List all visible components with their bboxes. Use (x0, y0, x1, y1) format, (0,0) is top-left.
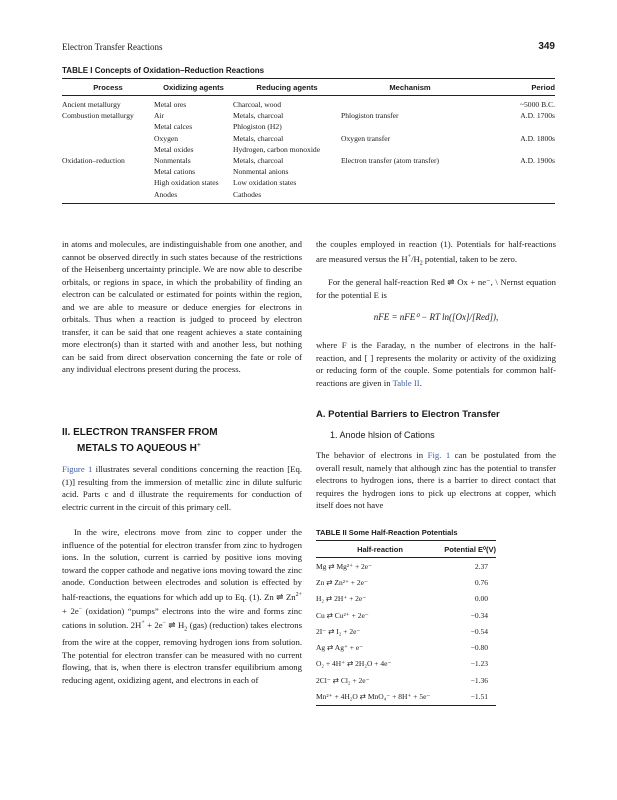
left-column-para2 (62, 463, 302, 513)
table-cell: Combustion metallurgy (62, 111, 134, 121)
table-cell: 0.76 (474, 577, 488, 587)
table-row (316, 672, 496, 688)
table-cell (341, 96, 479, 112)
body-text: (gas) (reduction) takes electrons from the wire at the copper, removing hydrogen ions from solution. The potential for electron transfer can be measured with no current flowing, that is, when there is electron transfer equilibrium among reducing agent, oxidizing agent, and electrons in each of (62, 620, 302, 685)
table-cell: 2I⁻ ⇄ I₂ + 2e⁻ (316, 626, 361, 636)
table-cell: Metal cations (154, 167, 196, 177)
table-cell: −1.51 (444, 688, 496, 705)
table-cell: 2.37 (474, 561, 488, 571)
table-row (316, 688, 496, 705)
table2-caption: TABLE II Some Half-Reaction Potentials (316, 528, 458, 537)
table-cell: Charcoal, wood (233, 100, 282, 109)
table-cell: Ancient metallurgy (62, 100, 121, 109)
table-row (62, 145, 555, 156)
table-cell: Metals, charcoal (233, 155, 284, 165)
table-cell (341, 190, 479, 204)
section-heading-line1: II. ELECTRON TRANSFER FROM (62, 427, 218, 438)
table1-header-reducing: Reducing agents (233, 79, 341, 96)
right-column-para4 (316, 449, 556, 512)
table-cell: Nonmentals (154, 155, 191, 165)
table-cell: Mg ⇄ Mg²⁺ + 2e⁻ (316, 561, 373, 571)
table-cell (341, 122, 479, 133)
table-row (316, 639, 496, 655)
table-cell: Anodes (154, 190, 233, 204)
table1-caption: TABLE I Concepts of Oxidation–Reduction Reactions (62, 66, 265, 75)
table-cell: H₂ ⇄ 2H⁺ + 2e⁻ (316, 594, 367, 604)
table-row (62, 96, 555, 112)
table-cell: Phlogiston (H2) (233, 122, 282, 132)
table-cell: Oxygen (154, 133, 179, 143)
table-cell (341, 178, 479, 189)
body-paragraph: in atoms and molecules, are indistinguishable from one another, and cannot be observed directly in such states because of the restrictions of the Heisenberg uncertainty principle. We are now able to describe orbitals, or regions in space, in which the probability of finding an electron can be calculated or estimated for points within the region, and we are able to measure or deduce energies for electrons in orbitals. Thus when a reaction is judged to proceed by electron transfer, it can be said that one reagent achieves a state containing more electron(s) than it started with and another less, but nothing can be said from direct observation concerning the fate or role of any individual electrons present during the process. (62, 239, 302, 374)
table1 (62, 78, 555, 204)
body-text: The behavior of electrons in (316, 450, 428, 460)
sup: − (162, 620, 166, 627)
body-paragraph: For the general half-reaction Red ⇌ Ox + ne⁻, \ Nernst equation for the potential E is (316, 277, 556, 300)
table1-header-oxidizing: Oxidizing agents (154, 79, 233, 96)
table-row (62, 111, 555, 122)
nernst-equation: nFE = nFE⁰ − RT ln([Ox]/[Red]), (373, 312, 499, 322)
table-row (316, 623, 496, 639)
table-cell: Ag ⇄ Ag⁺ + e⁻ (316, 643, 364, 653)
table-cell (62, 190, 154, 204)
table-row (62, 122, 555, 133)
page-number: 349 (538, 41, 555, 52)
table-cell (62, 122, 154, 133)
left-column-para1 (62, 238, 302, 376)
figure1-link[interactable]: Figure 1 (62, 464, 93, 474)
section-heading-a: A. Potential Barriers to Electron Transfer (316, 409, 500, 420)
table-cell: A.D. 1700s (520, 111, 555, 121)
table-cell (479, 167, 555, 178)
body-text: illustrates several conditions concerning the reaction [Eq. (1)] resulting from the immersion of metallic zinc in dilute sulfuric acid. Parts c and d illustrate the requirements for conduction of electric current in the circuit of this primary cell. (62, 464, 302, 512)
body-text: where F is the Faraday, n the number of electrons in the half-reaction, and [ ] represents the molarity or activity of the oxidizing or reducing form of the couple. Some potentials for common half-reactions are given in (316, 340, 556, 388)
running-title: Electron Transfer Reactions (62, 42, 163, 52)
table-cell: A.D. 1900s (520, 155, 555, 165)
table1-header-period: Period (479, 79, 555, 96)
table-cell: Nonmental anions (233, 167, 289, 177)
table-cell: Mn²⁺ + 4H₂O ⇄ MnO₄⁻ + 8H⁺ + 5e⁻ (316, 688, 444, 705)
body-text: + 2e (62, 605, 79, 616)
table-cell: Metals, charcoal (233, 133, 284, 143)
body-text: In the wire, electrons move from zinc to copper under the influence of the potential for electron transfer from zinc to hydrogen ions. In the solution, current is carried by positive ions moving toward the copper cathode and negative ions moving toward the zinc anode. Conduction between electrodes and solution is effected by half-reactions, the equations for which add up to Eq. (1). Zn ⇌ Zn (62, 527, 302, 602)
table-cell: Metal oxides (154, 144, 194, 154)
sup: + (141, 620, 145, 627)
table-row (316, 574, 496, 590)
table-cell: −1.23 (470, 659, 488, 669)
sup: 2+ (295, 591, 302, 598)
body-text: . (419, 377, 422, 388)
table-cell: High oxidation states (154, 178, 219, 188)
left-column-para3 (62, 526, 302, 686)
body-text: potential, taken to be zero. (422, 253, 518, 264)
table-cell: Hydrogen, carbon monoxide (233, 144, 321, 154)
table-row (62, 167, 555, 178)
table1-header-process: Process (62, 79, 154, 96)
table-cell (341, 145, 479, 156)
table-cell: Oxidation–reduction (62, 155, 125, 165)
table-cell (62, 145, 154, 156)
table-cell: −1.36 (470, 675, 488, 685)
sup: − (78, 605, 83, 612)
fig1-link[interactable]: Fig. 1 (427, 450, 451, 460)
table-cell (479, 190, 555, 204)
section-heading-ii (62, 426, 218, 455)
table-cell (479, 145, 555, 156)
table-cell: Electron transfer (atom transfer) (341, 155, 440, 165)
table-row (62, 134, 555, 145)
table-row (62, 190, 555, 204)
sub: 2 (184, 626, 188, 633)
table2 (316, 540, 496, 706)
table1-header-mechanism: Mechanism (341, 79, 479, 96)
table-cell: 0.00 (474, 594, 488, 604)
table-cell: Cathodes (233, 190, 341, 204)
table-cell: Air (154, 111, 165, 121)
table-cell: A.D. 1800s (520, 133, 555, 143)
table-cell: Metal ores (154, 100, 187, 109)
table-cell: Metals, charcoal (233, 111, 284, 121)
table-row (62, 156, 555, 167)
table-cell: −0.54 (470, 626, 488, 636)
table-cell: −0.34 (470, 610, 488, 620)
table2-link[interactable]: Table II (392, 377, 420, 388)
body-text: /H (411, 253, 420, 264)
table-cell: Zn ⇄ Zn²⁺ + 2e⁻ (316, 577, 368, 587)
body-text: the couples employed in reaction (1). Potentials for half-reactions are measured versus the H (316, 239, 556, 264)
sup: + (407, 253, 412, 260)
right-column-para1 (316, 238, 556, 270)
table-cell: −0.80 (470, 643, 488, 653)
body-text: (oxidation) “pumps” electrons into the wire and forms zinc cations in solution. 2H (62, 605, 302, 631)
body-text: ⇌ H (165, 620, 185, 631)
body-text: can be postulated from the overall result, namely that although zinc has the potential to transfer electrons to hydrogen ions, there is a barrier to direct contact that requires the hydrogen ions to pick up electrons at copper, which itself does not have (316, 450, 556, 510)
sub: 2 (419, 260, 423, 267)
table-row (316, 607, 496, 623)
table-cell: ~5000 B.C. (519, 100, 555, 109)
table-row (316, 558, 496, 575)
table-row (316, 656, 496, 672)
table-cell (62, 178, 154, 189)
table-cell: O₂ + 4H⁺ ⇄ 2H₂O + 4e⁻ (316, 659, 392, 669)
table-cell: 2Cl⁻ ⇄ Cl₂ + 2e⁻ (316, 675, 370, 685)
table-cell: Cu ⇄ Cu²⁺ + 2e⁻ (316, 610, 369, 620)
table-cell: Low oxidation states (233, 178, 297, 188)
table-cell (62, 134, 154, 145)
right-column-para2 (316, 276, 556, 301)
table-row (316, 591, 496, 607)
table2-header-reaction: Half-reaction (316, 541, 444, 558)
table-cell: Phlogiston transfer (341, 111, 399, 121)
table-cell (62, 167, 154, 178)
section-heading-sup: + (196, 442, 201, 449)
table-cell (479, 178, 555, 189)
table-row (62, 178, 555, 189)
body-text: + 2e (144, 620, 163, 631)
table-cell: Metal calces (154, 122, 193, 132)
right-column-para3 (316, 339, 556, 389)
table-cell: Oxygen transfer (341, 133, 391, 143)
section-heading-line2: METALS TO AQUEOUS H (77, 443, 197, 455)
table2-header-potential: Potential E⁰(V) (444, 541, 496, 558)
subsection-heading-1: 1. Anode hlsion of Cations (330, 430, 435, 440)
table-cell (479, 122, 555, 133)
table-cell (341, 167, 479, 178)
